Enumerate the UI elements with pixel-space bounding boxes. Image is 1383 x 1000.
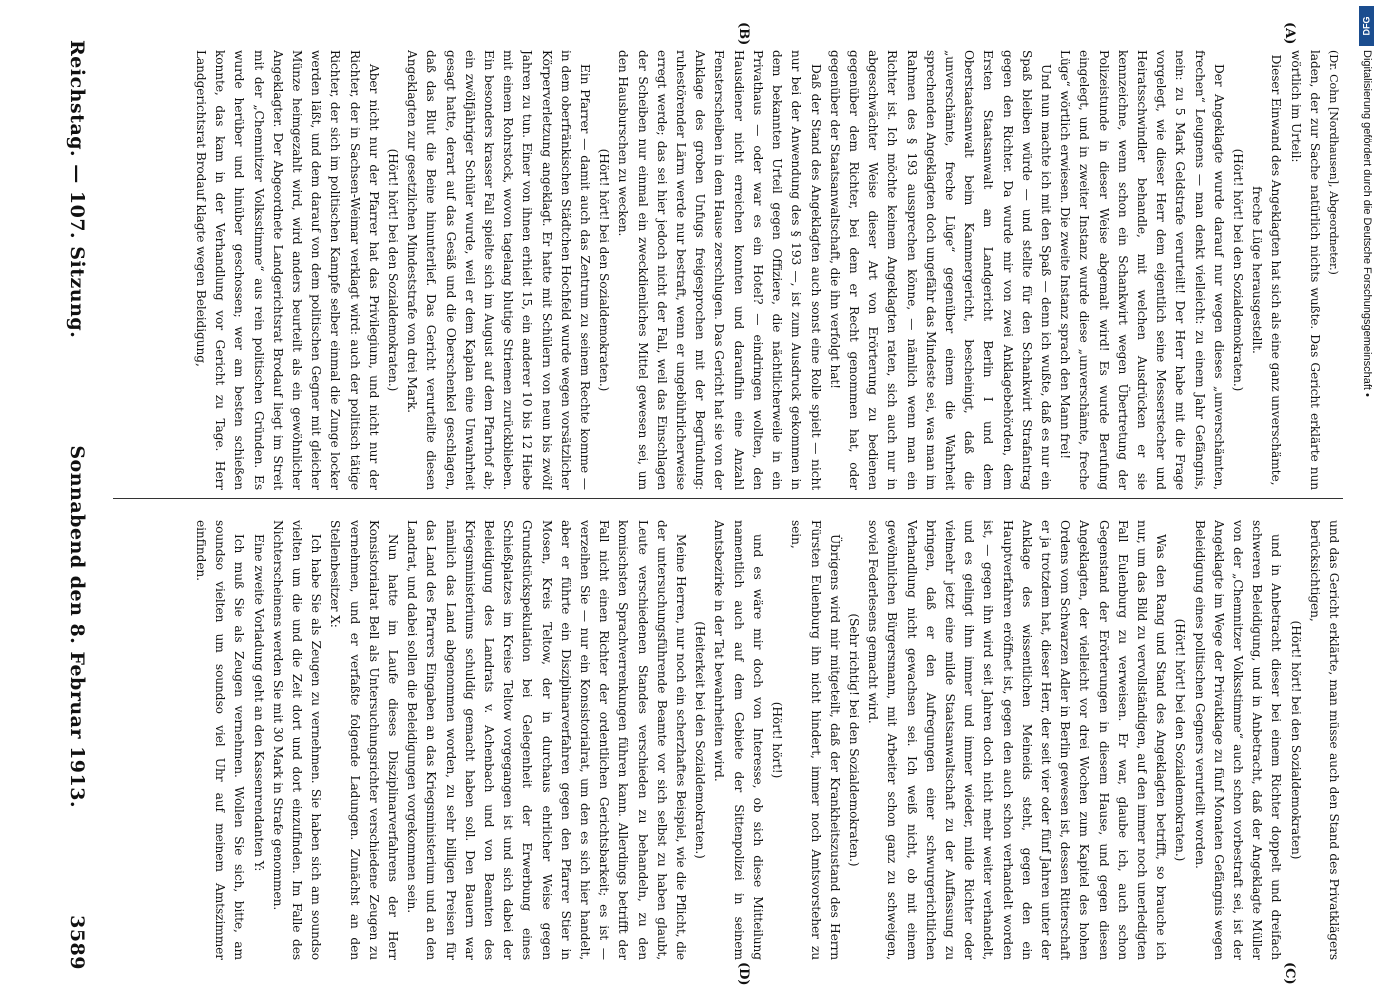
running-head-left: Reichstag. — 107. Sitzung. — [66, 40, 88, 339]
interjection: (Hört! hört! bei den Sozialdemokraten.) — [386, 148, 401, 392]
paragraph: Daß der Stand des Angeklagten auch sonst eine Rolle spielt — nicht nur bei der Anwendung des § 193 —, ist zum Ausdruck gekommen in dem bekannten Urteil gegen Offiziere, die nächtlicherweile in ein Privathaus — oder war es ein Hotel? — eindringen wollten, den Hausdiener nicht erreichen konnten und daraufhin eine Anzahl Fensterscheiben in dem Hause zerschlugen. Das Gericht hat sie von der Anklage des groben Unfugs freigesprochen mit der Begründung: ruhestörender Lärm werde nur bestraft, wenn er ungebührlicherweise erregt werde; das sei hier jedoch nicht der Fall, weil das Einschlagen der Scheiben nur einmal ein zweckdienliches Mittel gewesen sei, um den Hausburschen zu wecken. — [616, 50, 823, 490]
margin-letter-a: (A) — [1282, 22, 1297, 45]
paragraph: Der Angeklagte wurde darauf nur wegen dieses „unverschämten, frechen“ Leugnens — man denkt vielleicht: zu einem Jahr Gefängnis, nein: zu 5 Mark Geldstrafe verurteilt! Der Herr habe mit die Frage vorgelegt, wie dieser Herr dem eigentlich seine Messerstecher und Heiratsschwindler behandle, mit welchen Ausdrücken er sie kennzeichne, wenn schon ein Schankwirt wegen Übertretung der Polizeistunde in dieser Weise abgemalt wird! Es wurde Berufung eingelegt, und in zweiter Instanz wurde diese „unverschämte, freche Lüge“ wörtlich erwiesen. Die zweite Instanz sprach den Mann frei! — [1058, 50, 1226, 490]
running-head-date: Sonnabend den 8. Februar 1913. — [66, 445, 88, 809]
paragraph: und das Gericht erklärte, man müsse auch den Stand des Privatklägers berücksichtigen, — [1307, 520, 1341, 960]
page-number: 3589 — [66, 915, 88, 970]
paragraph: Meine Herren, nur noch ein scherzhaftes Beispiel, wie die Pflicht, die der untersuchungsführende Beamte vor sich selbst zu haben glaubt, Leute verschiedenen Standes verschieden zu behandeln, zu den komischsten Sprachverrenkungen führen kann. Allerdings betrifft der Fall nicht einen Richter der ordentlichen Gerichtsbarkeit; es ist — verzeihen Sie — nur ein Konsistorialrat, um den es sich hier handelt, aber er führte ein Disziplinarverfahren gegen den Pfarrer Stier in Mosen, Kreis Teltow, der in durchaus ehrlicher Weise gegen Grundstückspekulation bei Gelegenheit der Erwerbung eines Schießplatzes im Kreise Teltow vorgegangen ist und sich dabei der Beleidigung des Landrats v. Achenbach und von Beamten des Kriegsministeriums schuldig gemacht haben soll. Den Bauern war nämlich das Land abgenommen worden, zu sehr billigen Preisen für das Land des Pfarrers Eingaben an das Kriegsministerium und an den Landrat, und dabei sollen die Beleidigungen vorgekommen sein. — [405, 520, 689, 960]
column-divider — [113, 498, 1343, 499]
right-text-column — [108, 520, 1343, 960]
interjection: (Hört! hört! bei den Sozialdemokraten.) — [597, 148, 612, 392]
left-text-column — [108, 50, 1343, 490]
interjection: (Hört! hört! bei den Sozialdemokraten.) — [1230, 148, 1245, 392]
quotation: Dieser Einwand des Angeklagten hat sich als eine ganz unverschämte, freche Lüge herausgestellt. — [1250, 54, 1284, 486]
margin-letter-c: (C) — [1282, 962, 1297, 985]
dfg-attribution-text: Digitalisierung gefördert durch die Deutsche Forschungsgemeinschaft • — [1361, 50, 1373, 397]
interjection: (Hört! hört! bei den Sozialdemokraten) — [1288, 620, 1303, 860]
speaker-attribution: (Dr. Cohn [Nordhausen], Abgeordneter.) — [1327, 50, 1340, 275]
paragraph: Und nun machte ich mit den Spaß — denn ich wußte, daß es nur ein Spaß bleiben würde — und stellte für den Schankwirt Strafantrag gegen den Richter. Da wurde mir von zwei Anklagebehörden, dem Ersten Staatsanwalt am Landgericht Berlin I und dem Oberstaatsanwalt beim Kammergericht, bescheinigt, daß die „unverschämte, freche Lüge“ gegenüber einem die Wahrheit sprechenden Angeklagten doch ungefähr das Mindeste sei, was man im Rahmen des § 193 aussprechen könne, — nämlich wenn man ein Richter ist. Ich möchte keinem Angeklagten raten, sich auch nur in abgeschwächter Weise dieser Art von Erörterung zu bedienen gegenüber dem Richter, bei dem er Recht genommen hat, oder gegenüber der Staatsanwaltschaft, die ihn verfolgt hat! — [827, 50, 1053, 490]
paragraph: Was den Rang und Stand des Angeklagten betrifft, so brauche ich nur, um das Bild zu vervollständigen, auf den immer noch unerledigten Fall Eulenburg zu verweisen. Er war, glaube ich, auch schon Gegenstand der Erörterungen in diesem Hause, und gegen diesen Angeklagten, der vielleicht vor drei Wochen zum Kapitel des hohen Ordens vom Schwarzen Adler in Berlin gewesen ist, dessen Ritterschaft er ja trotzdem hat, dieser Herr, der seit vier oder fünf Jahren unter der Anklage des wissentlichen Meineids steht, gegen den ein Hauptverfahren eröffnet ist, gegen den auch schon verhandelt worden ist, — gegen ihn wird seit Jahren doch nicht mehr weiter verhandelt, und es gelingt ihm immer und immer wieder, milde Richter oder vielmehr jetzt eine milde Staatsanwaltschaft zu der Auffassung zu bringen, daß er den Aufregungen einer schwurgerichtlichen Verhandlung nicht gewachsen sei. Ich weiß nicht, ob mit einem gewöhnlichen Bürgersmann, mit Arbeiter schon ganz zu schweigen, soviel Federlesens gemacht wird. — [866, 520, 1169, 960]
paragraph: Übrigens wird mir mitgeteilt, daß der Krankheitszustand des Herrn Fürsten Eulenburg ihn nicht hindert, immer noch Amtsvorsteher zu sein, — [789, 520, 842, 960]
interjection: (Hört! hört!) — [770, 701, 785, 779]
paragraph: Ein Pfarrer — damit auch das Zentrum zu seinem Rechte komme — in dem oberfränkischen Städtchen Hochfeld wurde wegen vorsätzlicher Körperverletzung angeklagt. Er hatte mit Schülern von neun bis zwölf Jahren zu tun. Einer von ihnen erhielt 15, ein anderer 10 bis 12 Hiebe mit einem Rohrstock, wovon tagelang blutige Striemen zurückblieben. Ein besonders krasser Fall spielte sich im August auf dem Pfarrhof ab; ein zwölfjähriger Schüler wurde, weil er dem Kaplan eine Unwahrheit gesagt hatte, derart auf das Gesäß und die Oberschenkel geschlagen, daß das Blut die Beine hinunterlief. Das Gericht verurteilte diesen Angeklagten zur gesetzlichen Mindeststrafe von drei Mark. — [405, 50, 593, 490]
dfg-attribution-strip — [1352, 0, 1383, 1000]
paragraph: laden, der zur Sache natürlich nichts wußte. Das Gericht erklärte nun wörtlich im Urteil: — [1288, 50, 1322, 490]
interjection: (Sehr richtig! bei den Sozialdemokraten.) — [846, 613, 861, 867]
running-head — [57, 40, 97, 970]
dfg-logo-icon: DFG — [1359, 6, 1374, 46]
paragraph: und in Anbetracht dieser bei einem Richter doppelt und dreifach schweren Beleidigung, und in Anbetracht, daß der Angeklagte Müller von der „Chemnitzer Volksstimme“ auch schon vorbestraft sei, ist der Angeklagte im Wege der Privatklage zu fünf Monaten Gefängnis wegen Beleidigung eines politischen Gegners verurteilt worden. — [1192, 520, 1284, 960]
quotation: Ich habe Sie als Zeugen zu vernehmen. Sie haben sich am soundso vielten um die und die Zeit dort und dort einzufinden. Im Falle des Nichterscheinens werden Sie mit 30 Mark in Strafe genommen. — [270, 520, 324, 960]
margin-letter-d: (D) — [736, 962, 751, 986]
interjection: (Heiterkeit bei den Sozialdemokraten.) — [693, 621, 708, 859]
paragraph: Eine zweite Vorladung geht an den Kassenrendanten Y: — [251, 534, 266, 872]
interjection: (Hört! hört! bei den Sozialdemokraten.) — [1173, 618, 1188, 862]
paragraph: und es wäre mir doch von Interesse, ob sich diese Mitteilung namentlich auch auf dem Gebiete der Sittenpolizei in seinem Amtsbezirke in der Tat bewahrheiten wird. — [712, 520, 765, 960]
paragraph: Nun hatte im Laufe dieses Disziplinarverfahrens der Herr Konsistorialrat Bell als Untersuchungsrichter verschiedene Zeugen zu vernehmen, und er verfaßte folgende Ladungen. Zunächst an den Stellenbesitzer X: — [328, 520, 401, 960]
paragraph: Aber nicht nur der Pfarrer hat das Privilegium, und nicht nur der Richter, der in Sachsen-Weimar verklagt wird: auch der politisch tätige Richter, der sich im politischen Kampfe selber einmal die Zunge locker werden läßt, und dem darauf von dem politischen Gegner mit gleicher Münze heimgezahlt wird, wird anders beurteilt als ein gewöhnlicher Angeklagter. Der Abgeordnete Landgerichtsrat Brodauf liegt im Streit mit der „Chemnitzer Volksstimme“ aus rein politischen Gründen. Es wurde herüber und hinüber geschossen; wer am besten schießen konnte, das kam in der Verhandlung vor Gericht zu Tage. Herr Landgerichtsrat Brodauf klagte wegen Beleidigung, — [194, 50, 381, 490]
quotation: Ich muß Sie als Zeugen vernehmen. Wollen Sie sich, bitte, am soundso vielten um soundso viel Uhr auf meinem Amtszimmer einfinden. — [194, 520, 247, 960]
margin-letter-b: (B) — [736, 22, 751, 46]
